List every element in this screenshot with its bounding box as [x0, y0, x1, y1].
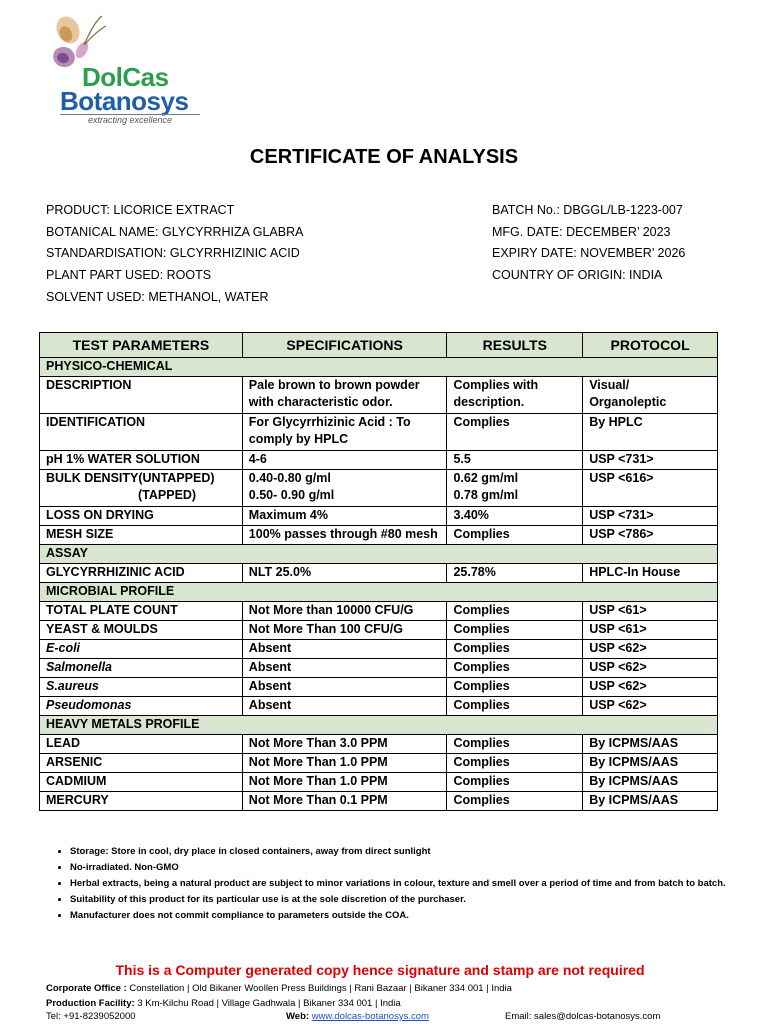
spec-line: with characteristic odor. — [248, 395, 393, 409]
spec-cell: Not More Than 1.0 PPM — [242, 754, 447, 773]
protocol-cell: USP <731> — [583, 451, 718, 470]
protocol-cell: HPLC-In House — [583, 564, 718, 583]
protocol-cell: By HPLC — [583, 414, 718, 451]
result-cell: Complies — [447, 678, 583, 697]
disclaimer-text: This is a Computer generated copy hence signature and stamp are not required — [115, 962, 645, 978]
table-row — [40, 773, 718, 792]
spec-cell: Absent — [242, 659, 447, 678]
protocol-cell — [583, 377, 718, 414]
spec-line: For Glycyrrhizinic Acid : To — [248, 415, 411, 429]
logo-tagline: extracting excellence — [60, 114, 200, 126]
note-irradiation: • No-irradiated. Non-GMO — [70, 860, 750, 876]
spec-cell: 4-6 — [242, 451, 447, 470]
production-address: 3 Km-Kilchu Road | Village Gadhwala | Bikaner 334 001 | India — [137, 998, 401, 1009]
spec-cell: Maximum 4% — [242, 507, 447, 526]
spec-cell — [242, 414, 447, 451]
expiry-date: EXPIRY DATE: NOVEMBER’ 2026 — [492, 246, 686, 261]
protocol-cell: USP <62> — [583, 678, 718, 697]
param-cell: MERCURY — [40, 792, 243, 811]
param-cell — [40, 470, 243, 507]
spec-cell: Not More Than 100 CFU/G — [242, 621, 447, 640]
logo-text-botanosys: Botanosys — [60, 86, 189, 116]
website-link[interactable]: www.dolcas-botanosys.com — [311, 1011, 429, 1022]
protocol-cell: USP <731> — [583, 507, 718, 526]
note-variations: • Herbal extracts, being a natural product are subject to minor variations in colour, texture and smell over a period of time and from batch to batch. — [70, 876, 750, 892]
table-row — [40, 451, 718, 470]
table-row — [40, 564, 718, 583]
company-logo — [50, 10, 210, 125]
result-cell: Complies — [447, 621, 583, 640]
protocol-cell: USP <786> — [583, 526, 718, 545]
country-of-origin: COUNTRY OF ORIGIN: INDIA — [492, 268, 663, 283]
table-row — [40, 792, 718, 811]
table-row — [40, 414, 718, 451]
param-cell: DESCRIPTION — [40, 377, 243, 414]
corporate-address: Constellation | Old Bikaner Woollen Press Buildings | Rani Bazaar | Bikaner 334 001 | India — [129, 983, 512, 994]
section-microbial-profile: MICROBIAL PROFILE — [40, 583, 718, 602]
result-cell: Complies — [447, 773, 583, 792]
param-cell: TOTAL PLATE COUNT — [40, 602, 243, 621]
param-cell: LEAD — [40, 735, 243, 754]
spec-cell: 100% passes through #80 mesh — [242, 526, 447, 545]
protocol-cell: USP <62> — [583, 640, 718, 659]
footer-email — [505, 1011, 660, 1022]
header-specifications: SPECIFICATIONS — [242, 333, 447, 358]
notes-list — [44, 844, 750, 924]
web-label: Web: — [286, 1011, 310, 1022]
spec-line: 0.50- 0.90 g/ml — [248, 488, 335, 502]
logo-text-dolcas: DolCas — [82, 62, 169, 92]
spec-line: comply by HPLC — [248, 432, 349, 446]
protocol-cell: By ICPMS/AAS — [583, 792, 718, 811]
footer-corporate-office — [46, 983, 512, 994]
param-cell: MESH SIZE — [40, 526, 243, 545]
section-row — [40, 545, 718, 564]
result-cell: Complies — [447, 640, 583, 659]
email-address[interactable]: Email: sales@dolcas-botanosys.com — [505, 1011, 661, 1022]
table-row — [40, 507, 718, 526]
spec-cell: Not More than 10000 CFU/G — [242, 602, 447, 621]
solvent-used: SOLVENT USED: METHANOL, WATER — [46, 289, 269, 304]
spec-line: Pale brown to brown powder — [248, 378, 420, 392]
header-results: RESULTS — [447, 333, 583, 358]
result-line: Complies with — [453, 378, 539, 392]
botanical-name: BOTANICAL NAME: GLYCYRRHIZA GLABRA — [46, 224, 304, 239]
telephone: Tel: +91-8239052000 — [46, 1011, 136, 1022]
corporate-label: Corporate Office : — [46, 983, 127, 994]
table-header-row — [40, 333, 718, 358]
param-cell: CADMIUM — [40, 773, 243, 792]
spec-cell: Absent — [242, 697, 447, 716]
spec-cell: Not More Than 0.1 PPM — [242, 792, 447, 811]
result-cell: Complies — [447, 526, 583, 545]
production-label: Production Facility: — [46, 998, 135, 1009]
table-row — [40, 659, 718, 678]
protocol-cell: By ICPMS/AAS — [583, 735, 718, 754]
spec-cell — [242, 377, 447, 414]
section-row — [40, 716, 718, 735]
table-row — [40, 640, 718, 659]
footer-tel — [46, 1011, 136, 1022]
document-title: CERTIFICATE OF ANALYSIS — [249, 146, 519, 168]
spec-cell: Not More Than 3.0 PPM — [242, 735, 447, 754]
param-cell: S.aureus — [40, 678, 243, 697]
mfg-date: MFG. DATE: DECEMBER’ 2023 — [492, 224, 671, 239]
param-cell: E-coli — [40, 640, 243, 659]
result-cell: Complies — [447, 697, 583, 716]
spec-cell: NLT 25.0% — [242, 564, 447, 583]
header-test-parameters: TEST PARAMETERS — [40, 333, 243, 358]
footer-web — [286, 1011, 429, 1022]
spec-line: 0.40-0.80 g/ml — [248, 471, 331, 485]
product-name: PRODUCT: LICORICE EXTRACT — [46, 203, 235, 217]
result-line: 0.62 gm/ml — [453, 471, 519, 485]
result-cell: Complies — [447, 735, 583, 754]
result-cell: Complies — [447, 414, 583, 451]
section-row — [40, 583, 718, 602]
param-cell: pH 1% WATER SOLUTION — [40, 451, 243, 470]
table-row — [40, 621, 718, 640]
result-cell: 3.40% — [447, 507, 583, 526]
protocol-line: Visual/ — [589, 378, 630, 392]
footer-production-facility — [46, 998, 401, 1009]
table-row — [40, 602, 718, 621]
spec-cell: Absent — [242, 678, 447, 697]
section-assay: ASSAY — [40, 545, 718, 564]
result-line: 0.78 gm/ml — [453, 488, 519, 502]
result-cell: Complies — [447, 659, 583, 678]
protocol-cell: By ICPMS/AAS — [583, 754, 718, 773]
plant-part-used: PLANT PART USED: ROOTS — [46, 268, 212, 283]
standardisation: STANDARDISATION: GLCYRRHIZINIC ACID — [46, 246, 300, 261]
spec-cell: Not More Than 1.0 PPM — [242, 773, 447, 792]
table-row — [40, 735, 718, 754]
param-cell: Pseudomonas — [40, 697, 243, 716]
protocol-cell: USP <616> — [583, 470, 718, 507]
protocol-cell: USP <62> — [583, 697, 718, 716]
table-row — [40, 754, 718, 773]
product-info-left — [46, 200, 303, 309]
header-protocol: PROTOCOL — [583, 333, 718, 358]
protocol-cell: USP <61> — [583, 602, 718, 621]
section-physico-chemical: PHYSICO-CHEMICAL — [40, 358, 718, 377]
spec-cell — [242, 470, 447, 507]
protocol-cell: By ICPMS/AAS — [583, 773, 718, 792]
batch-number: BATCH No.: DBGGL/LB-1223-007 — [492, 203, 683, 217]
result-cell: Complies — [447, 602, 583, 621]
note-suitability: • Suitability of this product for its particular use is at the sole discretion of the purchaser. — [70, 892, 750, 908]
table-row — [40, 678, 718, 697]
param-cell: GLYCYRRHIZINIC ACID — [40, 564, 243, 583]
param-cell: ARSENIC — [40, 754, 243, 773]
param-line: (TAPPED) — [138, 488, 197, 502]
param-cell: Salmonella — [40, 659, 243, 678]
param-cell: YEAST & MOULDS — [40, 621, 243, 640]
result-cell: Complies — [447, 792, 583, 811]
protocol-cell: USP <62> — [583, 659, 718, 678]
note-storage: • Storage: Store in cool, dry place in closed containers, away from direct sunlight — [70, 844, 750, 860]
protocol-cell: USP <61> — [583, 621, 718, 640]
protocol-line: Organoleptic — [589, 395, 667, 409]
result-cell: Complies — [447, 754, 583, 773]
note-compliance: • Manufacturer does not commit compliance to parameters outside the COA. — [70, 908, 750, 924]
result-cell: 25.78% — [447, 564, 583, 583]
table-row — [40, 697, 718, 716]
result-cell — [447, 377, 583, 414]
param-line: BULK DENSITY(UNTAPPED) — [46, 471, 215, 485]
result-line: description. — [453, 395, 525, 409]
table-row — [40, 470, 718, 507]
analysis-table — [39, 332, 718, 811]
param-cell: LOSS ON DRYING — [40, 507, 243, 526]
table-row — [40, 526, 718, 545]
section-heavy-metals-profile: HEAVY METALS PROFILE — [40, 716, 718, 735]
param-cell: IDENTIFICATION — [40, 414, 243, 451]
result-cell — [447, 470, 583, 507]
spec-cell: Absent — [242, 640, 447, 659]
table-row — [40, 377, 718, 414]
section-row — [40, 358, 718, 377]
product-info-right — [492, 200, 685, 287]
result-cell: 5.5 — [447, 451, 583, 470]
